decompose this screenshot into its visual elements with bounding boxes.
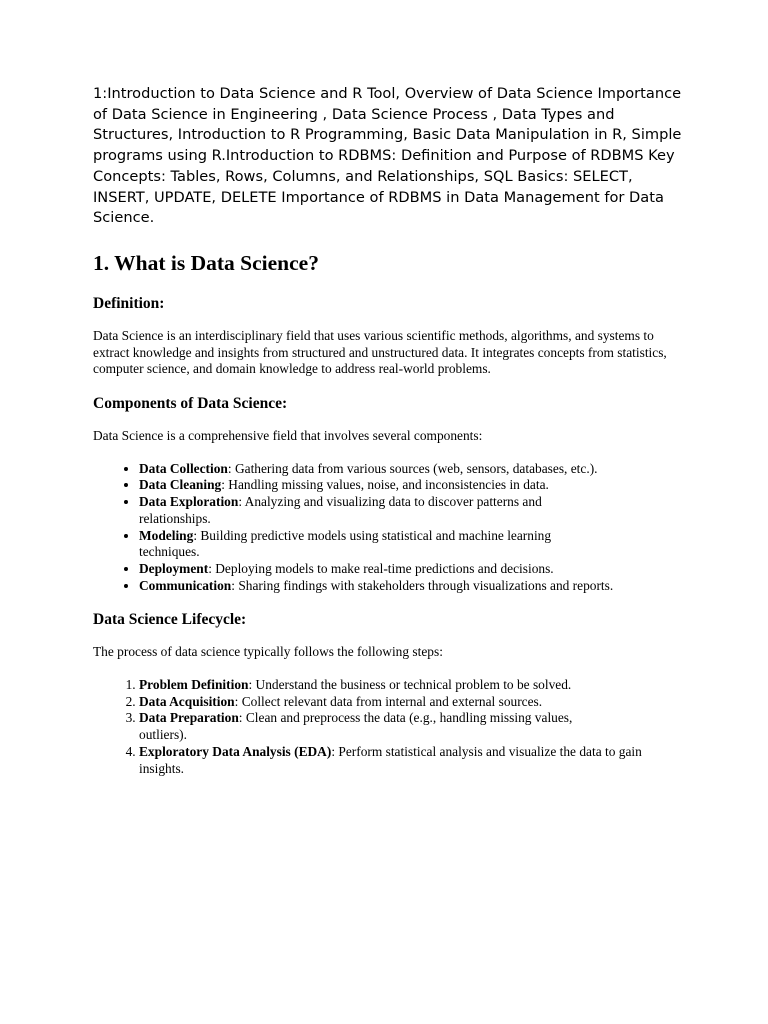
components-heading: Components of Data Science: [93, 395, 288, 413]
intro-paragraph-2: Concepts: Tables, Rows, Columns, and Relationships, SQL Basics: SELECT, INSERT, UPDATE, DELETE Importance of RDBMS in Data Management for Data Science. [93, 167, 664, 227]
intro-paragraph-1: 1:Introduction to Data Science and R Tool, Overview of Data Science Importance of Data Science in Engineering , Data Science Process , Data Types and Structures, Introduction to R Programming, Basic Data Manipulation in R, Simple programs using R.Introduction to RDBMS: Definition and Purpose of RDBMS Key [93, 85, 682, 165]
list-item-desc: : Deploying models to make real-time predictions and decisions. [208, 560, 554, 576]
list-item-term: Data Acquisition [139, 693, 235, 709]
lifecycle-list [93, 677, 693, 777]
list-item [139, 578, 659, 595]
definition-text: Data Science is an interdisciplinary field that uses various scientific methods, algorithms, and systems to extract knowledge and insights from structured and unstructured data. It integrates concepts from statistics, computer science, and domain knowledge to address real-world problems. [93, 327, 667, 377]
list-item-desc: : Sharing findings with stakeholders through visualizations and reports. [231, 577, 614, 593]
list-item-term: Communication [139, 577, 232, 593]
list-item-desc: : Clean and preprocess the data (e.g., handling missing values, outliers). [139, 710, 573, 743]
list-item-desc: : Handling missing values, noise, and inconsistencies in data. [221, 477, 549, 493]
list-item-desc: : Understand the business or technical problem to be solved. [248, 677, 572, 693]
list-item [139, 744, 659, 777]
components-intro: Data Science is a comprehensive field that involves several components: [93, 428, 483, 444]
list-item-term: Data Cleaning [139, 477, 222, 493]
list-item-term: Problem Definition [139, 677, 249, 693]
list-item-term: Data Collection [139, 460, 228, 476]
list-item-desc: : Building predictive models using statistical and machine learning techniques. [139, 527, 552, 560]
document-page [93, 84, 693, 777]
list-item-desc: : Perform statistical analysis and visualize the data to gain insights. [139, 743, 642, 776]
list-item [139, 494, 589, 527]
list-item-term: Data Exploration [139, 494, 239, 510]
components-list [93, 461, 693, 595]
list-item-desc: : Analyzing and visualizing data to discover patterns and relationships. [139, 494, 542, 526]
list-item-term: Modeling [139, 527, 194, 543]
list-item [139, 710, 589, 743]
list-item [139, 694, 693, 711]
list-item-desc: : Collect relevant data from internal and external sources. [234, 693, 543, 709]
lifecycle-intro: The process of data science typically follows the following steps: [93, 644, 443, 660]
list-item-term: Data Preparation [139, 710, 239, 726]
list-item [139, 561, 693, 578]
list-item-term: Deployment [139, 560, 209, 576]
lifecycle-heading: Data Science Lifecycle: [93, 611, 247, 629]
list-item-desc: : Gathering data from various sources (web, sensors, databases, etc.). [227, 460, 598, 476]
list-item-term: Exploratory Data Analysis (EDA) [139, 743, 332, 759]
intro-block [93, 84, 693, 229]
section-heading: 1. What is Data Science? [93, 250, 319, 275]
list-item [139, 677, 693, 694]
list-item [139, 477, 693, 494]
list-item [139, 528, 589, 561]
definition-heading: Definition: [93, 294, 165, 312]
list-item [139, 461, 693, 478]
